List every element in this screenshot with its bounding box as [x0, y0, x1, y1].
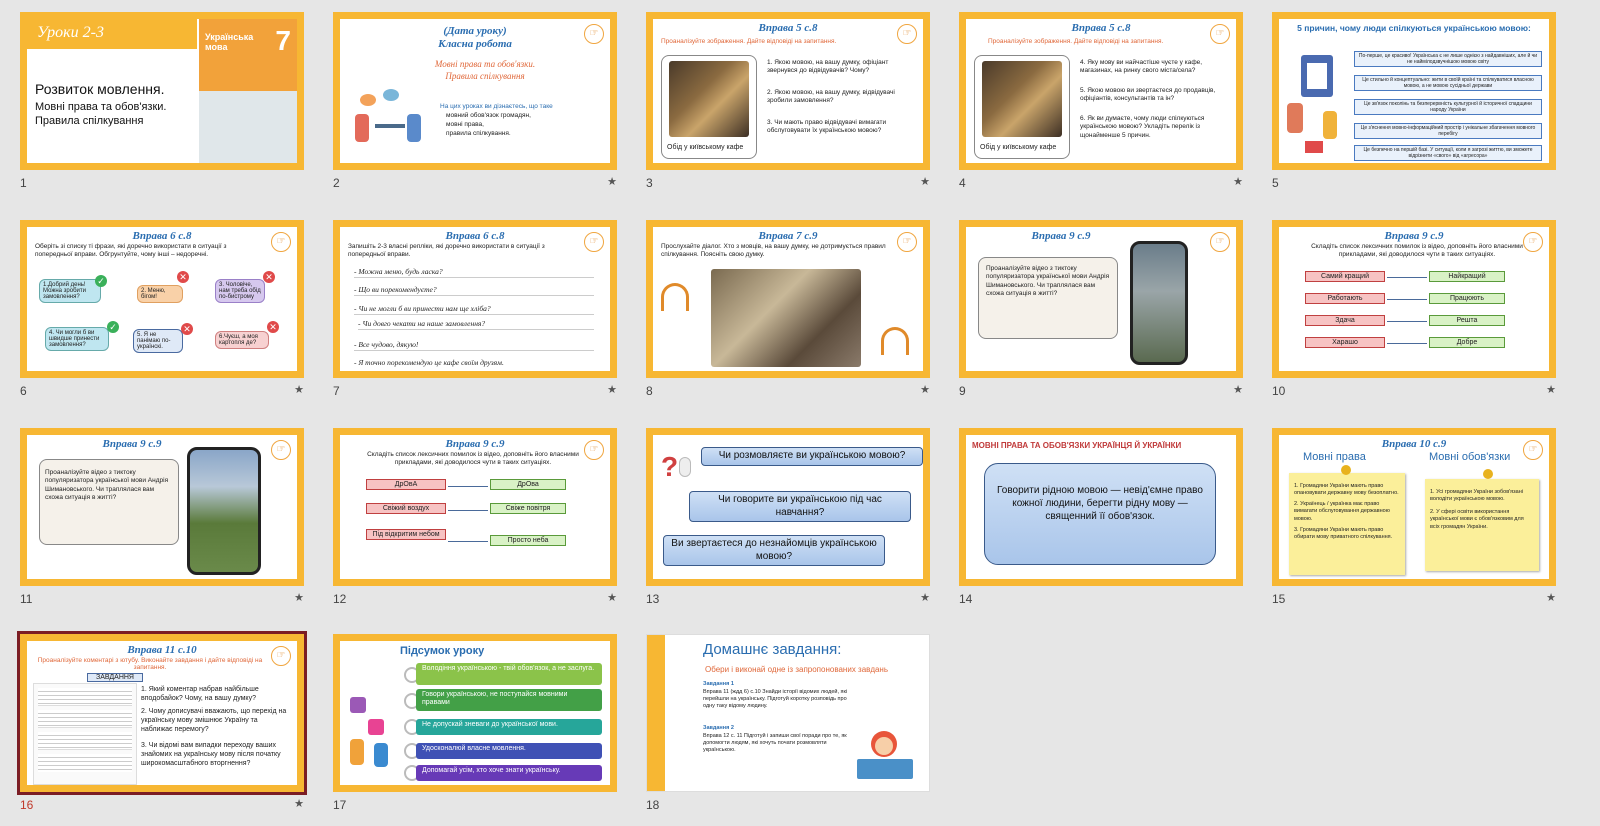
slide-heading: Розвиток мовлення.: [35, 81, 165, 97]
slide-tile-2[interactable]: [333, 12, 617, 190]
slide-instruction: Проаналізуйте коментарі з ютубу. Виконайте завдання і дайте відповіді на запитання.: [37, 657, 263, 671]
slide-thumbnail[interactable]: [646, 634, 930, 792]
right-item-1: 1. Громадяни України мають право опановувати державну мову безоплатно.: [1294, 483, 1399, 497]
slide-tile-1[interactable]: [20, 12, 304, 190]
slide-thumbnail[interactable]: [20, 428, 304, 586]
girl-reading-illustration: [853, 727, 917, 783]
check-icon: ✓: [95, 275, 107, 287]
slide-number: 3: [646, 176, 653, 190]
headphones-icon: [661, 283, 689, 311]
people-illustration: [1287, 55, 1345, 155]
slide-number: 15: [1272, 592, 1286, 606]
reply-line-6: - Я точно порекомендую це кафе своїм друзям.: [354, 358, 504, 367]
slide-thumbnail[interactable]: [20, 12, 304, 170]
logo-icon: ☞: [584, 440, 604, 460]
slide-title: Вправа 7 с.9: [758, 230, 818, 242]
arrow-connector: [448, 510, 488, 511]
animation-star-icon[interactable]: ★: [1233, 384, 1243, 396]
bullet-1: мовний обов'язок громадян,: [446, 112, 531, 119]
slide-content: [966, 227, 1236, 371]
puzzle-illustration: [346, 689, 396, 769]
phrase-bubble-1: 1.Добрий день! Можна зробити замовлення?: [39, 279, 101, 303]
duties-heading: Мовні обов'язки: [1429, 451, 1511, 463]
comments-screenshot: [33, 683, 137, 785]
cafe-photo: [669, 61, 749, 137]
cross-icon: ✕: [177, 271, 189, 283]
slide-thumbnail[interactable]: [959, 428, 1243, 586]
slide-content: [1279, 19, 1549, 163]
cross-icon: ✕: [181, 323, 193, 335]
right-word-3: Решта: [1429, 315, 1505, 326]
book-title: Українська мова: [205, 32, 254, 52]
logo-icon: ☞: [271, 646, 291, 666]
slide-text: Проаналізуйте відео з тиктоку популяризатора української мови Андрія Шимановського. Чи траплялася вам схожа ситуація в житті?: [986, 265, 1110, 298]
slide-thumbnail[interactable]: [1272, 428, 1556, 586]
right-word-1: Найкращий: [1429, 271, 1505, 282]
phrase-bubble-4: 4. Чи могли б ви швидше принести замовлення?: [45, 327, 109, 351]
logo-icon: ☞: [1523, 232, 1543, 252]
right-word-4: Добре: [1429, 337, 1505, 348]
slide-thumbnail[interactable]: [1272, 220, 1556, 378]
photo-caption: Обід у київському кафе: [980, 144, 1057, 151]
slide-title: Вправа 9 с.9: [1031, 230, 1091, 242]
quote-box: Говорити рідною мовою — невід'ємне право кожної людини, берегти рідну мову — священний її обов'язок.: [984, 463, 1216, 565]
slide-content: [1279, 435, 1549, 579]
slide-thumbnail[interactable]: [646, 220, 930, 378]
slide-content: [1279, 227, 1549, 371]
book-cover: [199, 19, 297, 163]
right-item-3: 3. Громадяни України мають право обирати мову приватного спілкування.: [1294, 526, 1393, 540]
slide-number: 9: [959, 384, 966, 398]
slide-number: 2: [333, 176, 340, 190]
slide-tile-15[interactable]: [1272, 428, 1556, 606]
wrong-word-4: Харашо: [1305, 337, 1385, 348]
duties-note: [1425, 479, 1539, 571]
summary-item-2: Говори українською, не поступайся мовними правами: [416, 689, 602, 711]
slide-thumbnail[interactable]: [646, 428, 930, 586]
slide-instruction: Оберіть зі списку ті фрази, які доречно використати в ситуації з попередньої вправи. Обгрунтуйте, чому інші – недоречні.: [35, 243, 227, 259]
arrow-connector: [1387, 299, 1427, 300]
wrong-word-2: Свіжий воздух: [366, 503, 446, 514]
slide-title: Вправа 9 с.9: [445, 438, 505, 450]
slide-instruction: Складіть список лексичних помилок із відео, доповніть його власними прикладами, які доводилося чути в таких ситуаціях.: [367, 451, 579, 467]
right-word-3: Просто неба: [490, 535, 566, 546]
right-word-2: Свіже повітря: [490, 503, 566, 514]
logo-icon: ☞: [1523, 440, 1543, 460]
slide-topic: Мовні права та обов'язки. Правила спілкування: [434, 59, 536, 81]
slide-title: Уроки 2-3: [37, 24, 104, 41]
slide-thumbnail[interactable]: [333, 12, 617, 170]
slide-title: Вправа 5 с.8: [758, 22, 818, 34]
right-word-1: ДрОва: [490, 479, 566, 490]
animation-star-icon[interactable]: ★: [1233, 176, 1243, 188]
reason-5: Це безпечно на першій базі. У ситуації, коли я загрозі життю, ви зможете відрізнити «свого» від «агресора»: [1354, 145, 1542, 161]
wrong-word-3: Здача: [1305, 315, 1385, 326]
slide-subheading: Мовні права та обов'язки. Правила спілкування: [35, 101, 167, 127]
bullet-3: правила спілкування.: [446, 130, 511, 137]
pushpin-icon: [1341, 465, 1351, 475]
slide-content: [966, 435, 1236, 579]
rights-note: [1289, 473, 1405, 575]
reply-line-2: - Що ви порекомендуєте?: [354, 285, 594, 296]
animation-star-icon[interactable]: ★: [294, 592, 304, 604]
slide-thumbnail[interactable]: [959, 220, 1243, 378]
slide-title: МОВНІ ПРАВА ТА ОБОВ'ЯЗКИ УКРАЇНЦЯ Й УКРАЇНКИ: [972, 441, 1182, 450]
slide-thumbnail[interactable]: [959, 12, 1243, 170]
logo-icon: ☞: [897, 232, 917, 252]
slide-instruction: Запишіть 2-3 власні репліки, які доречно використати в ситуації з попередньої вправи.: [348, 243, 545, 259]
slide-number: 6: [20, 384, 27, 398]
phrase-bubble-3: 3. Чоловіче, нам треба обід по-бистрому: [215, 279, 265, 303]
summary-item-1: Володіння українською - твій обов'язок, а не заслуга.: [416, 663, 602, 685]
phone-video[interactable]: [187, 447, 261, 575]
slide-text: Проаналізуйте відео з тиктоку популяризатора української мови Андрія Шимановського. Чи траплялася вам схожа ситуація в житті?: [45, 469, 169, 502]
question-2: 2. Якою мовою, на вашу думку, відвідувачі зробили замовлення?: [767, 89, 895, 105]
slide-tile-9[interactable]: [959, 220, 1243, 398]
slide-thumbnail[interactable]: [333, 220, 617, 378]
animation-star-icon[interactable]: ★: [294, 798, 304, 810]
slide-number: 7: [333, 384, 340, 398]
people-illustration: [355, 89, 425, 149]
slide-tile-17[interactable]: [333, 634, 617, 812]
slide-tile-7[interactable]: [333, 220, 617, 398]
summary-item-5: Допомагай усім, хто хоче знати українську.: [416, 765, 602, 781]
animation-star-icon[interactable]: ★: [920, 176, 930, 188]
question-5: 5. Якою мовою ви звертаєтеся до продавців, офіціантів, консультантів та ін?: [1080, 87, 1216, 103]
slide-number: 1: [20, 176, 27, 190]
slide-number: 11: [20, 592, 33, 606]
cross-icon: ✕: [267, 321, 279, 333]
animation-star-icon[interactable]: ★: [294, 384, 304, 396]
question-box-1: Чи розмовляєте ви українською мовою?: [701, 447, 923, 466]
task-1-label: Завдання 1: [703, 681, 734, 687]
task-label: ЗАВДАННЯ: [87, 673, 143, 682]
bullet-2: мовні права,: [446, 121, 484, 128]
slide-instruction: Проаналізуйте зображення. Дайте відповіді на запитання.: [661, 38, 837, 45]
slide-content: [653, 435, 923, 579]
reason-1: По-перше, це красиво! Українська є не лише однією з найдавніших, але й чи не наймілодзвучнішою мовою світу: [1354, 51, 1542, 67]
question-box-3: Ви звертаєтеся до незнайомців українською мовою?: [663, 535, 885, 566]
question-box-2: Чи говорите ви українською під час навчання?: [689, 491, 911, 522]
slide-tile-8[interactable]: [646, 220, 930, 398]
reason-2: Це стильно й концептуально: жити в своїй країні та спілкуватися власною мовою, а не мовою сусідньої держави: [1354, 75, 1542, 91]
wrong-word-2: Работають: [1305, 293, 1385, 304]
animation-star-icon[interactable]: ★: [607, 384, 617, 396]
wrong-word-1: ДрОвА: [366, 479, 446, 490]
headphones-icon: [881, 327, 909, 355]
question-1: 1. Який коментар набрав найбільше вподобайок? Чому, на вашу думку?: [141, 686, 259, 703]
slide-content: [966, 19, 1236, 163]
slide-title: Вправа 5 с.8: [1071, 22, 1131, 34]
slide-content: [653, 19, 923, 163]
slide-tile-10[interactable]: [1272, 220, 1556, 398]
reply-line-4: - Чи довго чекати на наше замовлення?: [358, 319, 594, 330]
slide-title: Вправа 6 с.8: [445, 230, 505, 242]
slide-title: Вправа 10 с.9: [1381, 438, 1447, 450]
slide-number: 16: [20, 798, 34, 812]
question-3: 3. Чи мають право відвідувачі вимагати обслуговувати їх українською мовою?: [767, 119, 887, 135]
slide-number: 4: [959, 176, 966, 190]
slide-tile-3[interactable]: [646, 12, 930, 190]
slide-number: 5: [1272, 176, 1279, 190]
slide-number: 14: [959, 592, 973, 606]
summary-item-4: Удосконалюй власне мовлення.: [416, 743, 602, 759]
slide-tile-16[interactable]: [20, 634, 304, 812]
logo-icon: ☞: [1210, 24, 1230, 44]
question-2: 2. Чому дописувачі вважають, що перехід на українську мову змішнює Україну та наближає перемогу?: [141, 708, 287, 734]
slide-number: 18: [646, 798, 660, 812]
slide-thumbnail[interactable]: [333, 428, 617, 586]
slide-thumbnail[interactable]: [333, 634, 617, 792]
arrow-connector: [1387, 343, 1427, 344]
slide-number: 10: [1272, 384, 1286, 398]
slide-date: (Дата уроку): [443, 25, 507, 37]
arrow-connector: [448, 541, 488, 542]
book-grade: 7: [275, 25, 291, 56]
check-icon: ✓: [107, 321, 119, 333]
logo-icon: ☞: [584, 232, 604, 252]
animation-star-icon[interactable]: ★: [920, 592, 930, 604]
arrow-connector: [448, 486, 488, 487]
slide-title: 5 причин, чому люди спілкуються українською мовою:: [1297, 23, 1531, 33]
slide-content: [340, 435, 610, 579]
slide-thumbnail[interactable]: [20, 220, 304, 378]
phrase-bubble-2: 2. Меню, бігом!: [137, 285, 183, 303]
slide-title: Підсумок уроку: [400, 645, 485, 657]
slide-content: [340, 19, 610, 163]
wrong-word-1: Самий кращий: [1305, 271, 1385, 282]
logo-icon: ☞: [271, 440, 291, 460]
slide-number: 12: [333, 592, 347, 606]
logo-icon: ☞: [271, 232, 291, 252]
reason-4: Це з'яснення мовно-інформаційний простір і унікальне збагачення мовного перебігу: [1354, 123, 1542, 139]
task-1-text: Вправа 11 (ждд 6) с.10 Знайди історії відомих людей, які перейшли на українську. Підготуй коротку розповідь про одну таку відому людину.: [703, 689, 848, 710]
slide-thumbnail[interactable]: [1272, 12, 1556, 170]
wrong-word-3: Під відкритим небом: [366, 529, 446, 540]
slide-content: [653, 227, 923, 371]
question-4: 4. Яку мову ви найчастіше чуєте у кафе, магазинах, на ринку свого міста/села?: [1080, 59, 1203, 75]
slide-tile-11[interactable]: [20, 428, 304, 606]
slide-tile-13[interactable]: [646, 428, 930, 606]
slide-instruction: Прослухайте діалог. Хто з мовців, на вашу думку, не дотримується правил спілкування. Поясніть свою думку.: [661, 243, 886, 259]
animation-star-icon[interactable]: ★: [607, 592, 617, 604]
slide-number: 17: [333, 798, 347, 812]
right-word-2: Працюють: [1429, 293, 1505, 304]
slide-tile-6[interactable]: [20, 220, 304, 398]
slide-title: Вправа 11 с.10: [127, 644, 197, 656]
slide-instruction: Проаналізуйте зображення. Дайте відповіді на запитання.: [988, 38, 1164, 45]
reason-3: Це зв'язок поколінь та безперервність культурної й історичної спадщини народу України: [1354, 99, 1542, 115]
pushpin-icon: [1483, 469, 1493, 479]
phrase-bubble-5: 5. Я не панімаю по-українскі.: [133, 329, 183, 353]
summary-item-3: Не допускай зневаги до української мови.: [416, 719, 602, 735]
slide-tile-4[interactable]: [959, 12, 1243, 190]
slide-thumbnail-selected[interactable]: [20, 634, 304, 792]
slide-content: [27, 435, 297, 579]
slide-content: [27, 227, 297, 371]
slide-subtitle: Обери і виконай одне із запропонованих завдань: [705, 665, 889, 674]
arrow-connector: [1387, 277, 1427, 278]
question-3: 3. Чи відомі вам випадки переходу ваших знайомих на українську мову після початку широкомасштабного вторгнення?: [141, 742, 281, 768]
slide-tile-18[interactable]: [646, 634, 930, 812]
slide-tile-12[interactable]: [333, 428, 617, 606]
right-item-2: 2. Українець / українка має право вимагати обслуговування державною мовою.: [1294, 501, 1390, 522]
slide-content: [27, 641, 297, 785]
question-1: 1. Якою мовою, на вашу думку, офіціант звернувся до відвідувачів? Чому?: [767, 59, 889, 75]
slide-number: 13: [646, 592, 660, 606]
task-2-text: Вправа 12 с. 11 Підготуй і запиши свої поради про те, як допомогти людям, які хочуть почати розмовляти українською.: [703, 733, 847, 754]
slide-title: Вправа 9 с.9: [102, 438, 162, 450]
question-6: 6. Як ви думаєте, чому люди спілкуються українською мовою? Укладіть перелік із щонайменше 5 причин.: [1080, 115, 1205, 139]
cafe-photo: [982, 61, 1062, 137]
logo-icon: ☞: [1210, 232, 1230, 252]
animation-star-icon[interactable]: ★: [920, 384, 930, 396]
reply-line-1: - Можна меню, будь ласка?: [354, 267, 594, 278]
reply-line-5: - Все чудово, дякую!: [354, 340, 594, 351]
slide-content: [340, 641, 610, 785]
arrow-connector: [1387, 321, 1427, 322]
slide-tile-5[interactable]: [1272, 12, 1556, 190]
slide-title: Вправа 9 с.9: [1384, 230, 1444, 242]
accent-strip: [647, 635, 665, 791]
rights-heading: Мовні права: [1303, 451, 1366, 463]
slide-title: Класна робота: [438, 38, 512, 50]
figure-illustration: [679, 457, 691, 477]
slide-instruction: Складіть список лексичних помилок із відео, доповніть його власними прикладами, які доводилося чути в таких ситуаціях.: [1311, 243, 1523, 259]
slide-content: [27, 19, 297, 163]
animation-star-icon[interactable]: ★: [1546, 592, 1556, 604]
animation-star-icon[interactable]: ★: [1546, 384, 1556, 396]
duty-item-1: 1. Усі громадяни України зобов'язані володіти українською мовою.: [1430, 489, 1523, 503]
slide-content: [340, 227, 610, 371]
slide-title: Вправа 6 с.8: [132, 230, 192, 242]
slide-number: 8: [646, 384, 653, 398]
reply-line-3: - Чи не могли б ви принести нам ще хліба?: [354, 304, 594, 315]
logo-icon: ☞: [584, 24, 604, 44]
photo-caption: Обід у київському кафе: [667, 144, 744, 151]
slide-intro: На цих уроках ви дізнаєтесь, що таке: [440, 103, 553, 110]
logo-icon: ☞: [897, 24, 917, 44]
waiter-photo: [711, 269, 861, 367]
phone-video[interactable]: [1130, 241, 1188, 365]
slide-thumbnail[interactable]: [646, 12, 930, 170]
phrase-bubble-6: 6.Чуєш, а моя картопля де?: [215, 331, 269, 349]
slide-tile-14[interactable]: [959, 428, 1243, 606]
slide-title: Домашнє завдання:: [703, 641, 842, 658]
task-2-label: Завдання 2: [703, 725, 734, 731]
cross-icon: ✕: [263, 271, 275, 283]
slide-content: [647, 635, 929, 791]
question-mark-icon: ?: [661, 451, 679, 482]
duty-item-2: 2. У сфері освіти використання української мови є обов'язковим для всіх громадян України.: [1430, 509, 1524, 530]
animation-star-icon[interactable]: ★: [607, 176, 617, 188]
